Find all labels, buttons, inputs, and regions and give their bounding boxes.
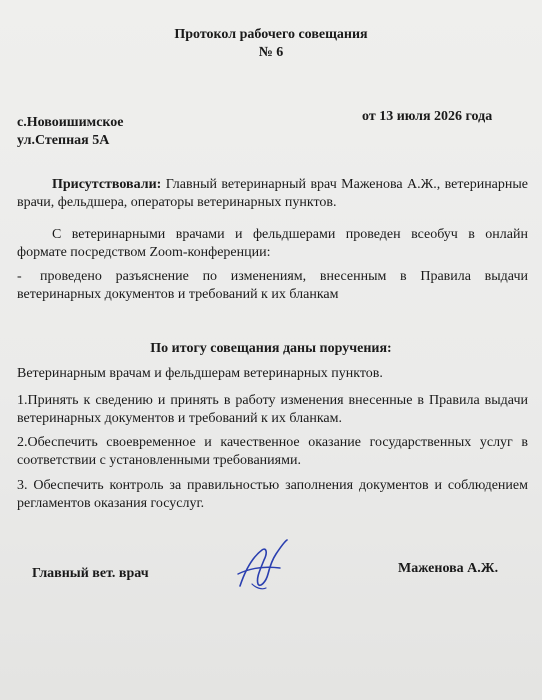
instructions-heading: По итогу совещания даны поручения:: [150, 341, 392, 356]
handwritten-signature: [232, 538, 292, 593]
instruction-2-line-1: 2.Обеспечить своевременное и качественное оказание государственных услуг в: [17, 435, 528, 450]
location-street: ул.Степная 5А: [17, 133, 110, 148]
instructions-recipients: Ветеринарным врачам и фельдшерам ветеринарных пунктов.: [17, 366, 383, 381]
paragraph-1-line-2: формате посредством Zoom-конференции:: [17, 245, 271, 260]
instruction-2-line-2: соответствии с установленными требованиями.: [17, 453, 301, 468]
location-village: с.Новоишимское: [17, 115, 124, 130]
signature-name: Маженова А.Ж.: [398, 561, 499, 576]
attendees-text: Главный ветеринарный врач Маженова А.Ж., ветеринарные: [165, 177, 529, 192]
paragraph-1-line-1: С ветеринарными врачами и фельдшерами проведен всеобуч в онлайн: [52, 227, 528, 242]
bullet-dash: -: [17, 269, 22, 284]
document-number: № 6: [258, 45, 284, 60]
attendees-line-2: врачи, фельдшера, операторы ветеринарных пунктов.: [17, 195, 337, 210]
instruction-1-line-2: ветеринарных документов и требований к их бланкам.: [17, 411, 342, 426]
attendees-line-1: [52, 176, 528, 194]
document-title: Протокол рабочего совещания: [174, 27, 368, 42]
bullet-line-2: ветеринарных документов и требований к их бланкам: [17, 287, 339, 302]
signature-position: Главный вет. врач: [32, 566, 149, 581]
instruction-3-line-2: регламентов оказания госуслуг.: [17, 496, 205, 511]
instruction-1-line-1: 1.Принять к сведению и принять в работу изменения внесенные в Правила выдачи: [17, 393, 528, 408]
document-date: от 13 июля 2026 года: [362, 109, 493, 124]
bullet-line-1: проведено разъяснение по изменениям, внесенным в Правила выдачи: [40, 269, 528, 284]
attendees-label: Присутствовали:: [52, 177, 162, 192]
instruction-3-line-1: 3. Обеспечить контроль за правильностью заполнения документов и соблюдением: [17, 478, 528, 493]
